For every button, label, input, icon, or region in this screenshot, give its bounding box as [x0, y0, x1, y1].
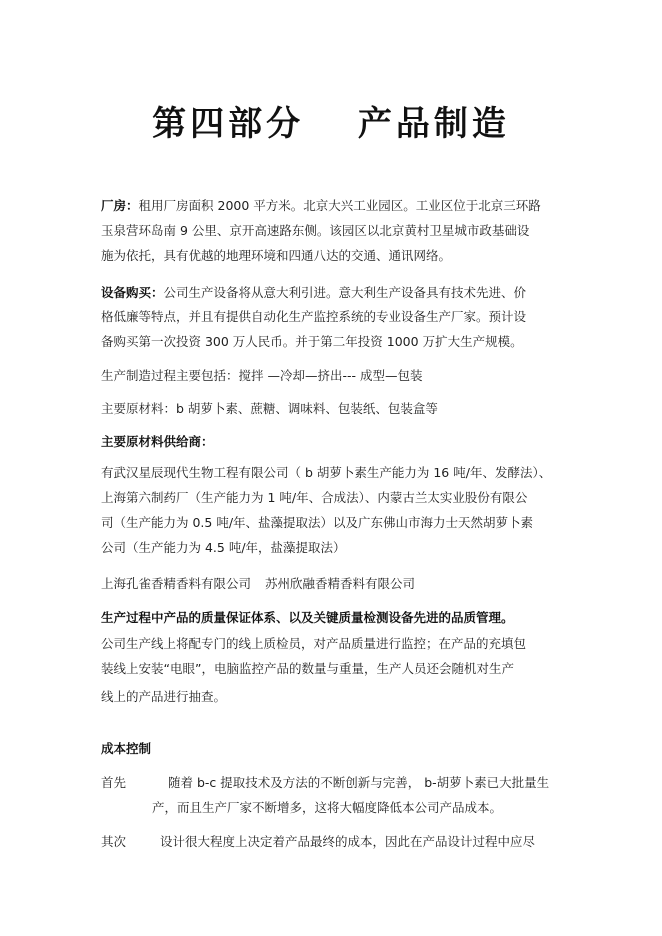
suppliers-text-4: 公司（生产能力为 4.5 吨/年，盐藻提取法） — [101, 540, 346, 555]
quality-text-1: 公司生产线上将配专门的线上质检员，对产品质量进行监控；在产品的充填包 — [101, 636, 527, 651]
equipment-text-3: 备购买第一次投资 300 万人民币。并于第二年投资 1000 万扩大生产规模。 — [101, 334, 523, 349]
process-text: 生产制造过程主要包括：搅拌 —冷却—挤出--- 成型—包装 — [101, 368, 423, 383]
quality-text-3: 线上的产品进行抽查。 — [101, 689, 227, 704]
equipment-text-2: 格低廉等特点，并且有提供自动化生产监控系统的专业设备生产厂家。预计设 — [101, 309, 527, 324]
suppliers-heading: 主要原材料供给商： — [101, 434, 214, 449]
plant-text-2: 玉泉营环岛南 9 公里、京开高速路东侧。该园区以北京黄村卫星城市政基础设 — [101, 223, 530, 238]
cost-first-label: 首先 — [101, 775, 127, 790]
cost-heading: 成本控制 — [101, 741, 152, 756]
quality-text-2: 装线上安装“电眼”，电脑监控产品的数量与重量，生产人员还会随机对生产 — [101, 661, 514, 676]
cost-second-text-1: 设计很大程度上决定着产品最终的成本，因此在产品设计过程中应尽 — [160, 834, 536, 849]
cost-first-text-1: 随着 b-c 提取技术及方法的不断创新与完善， b-胡萝卜素已大批量生 — [168, 775, 550, 790]
cost-first-text-2: 产，而且生产厂家不断增多，这将大幅度降低本公司产品成本。 — [152, 800, 503, 815]
plant-paragraph-line-1 — [101, 198, 541, 214]
page-title: 第四部分 产品制造 — [152, 104, 510, 144]
cost-second-label: 其次 — [101, 834, 127, 849]
supplier-suzhou: 苏州欣融香精香料有限公司 — [265, 576, 416, 591]
equipment-label: 设备购买： — [101, 285, 164, 300]
suppliers-text-1: 有武汉星辰现代生物工程有限公司（ b 胡萝卜素生产能力为 16 吨/年、发酵法）、 — [101, 465, 552, 480]
suppliers-text-3: 司（生产能力为 0.5 吨/年、盐藻提取法）以及广东佛山市海力士天然胡萝卜素 — [101, 515, 534, 530]
suppliers-text-5 — [101, 576, 415, 592]
suppliers-text-2: 上海第六制药厂（生产能力为 1 吨/年、合成法）、内蒙古兰太实业股份有限公 — [101, 490, 528, 505]
supplier-shanghai: 上海孔雀香精香料有限公司 — [101, 576, 252, 591]
plant-label: 厂房： — [101, 198, 139, 213]
equipment-paragraph-line-1 — [101, 285, 526, 301]
plant-text-1: 租用厂房面积 2000 平方米。北京大兴工业园区。工业区位于北京三环路 — [138, 198, 541, 213]
equipment-text-1: 公司生产设备将从意大利引进。意大利生产设备具有技术先进、价 — [163, 285, 527, 300]
plant-text-3: 施为依托，具有优越的地理环境和四通八达的交通、通讯网络。 — [101, 248, 452, 263]
quality-heading: 生产过程中产品的质量保证体系、以及关键质量检测设备先进的品质管理。 — [101, 610, 514, 625]
materials-text: 主要原材料：b 胡萝卜素、蔗糖、调味料、包装纸、包装盒等 — [101, 401, 438, 416]
